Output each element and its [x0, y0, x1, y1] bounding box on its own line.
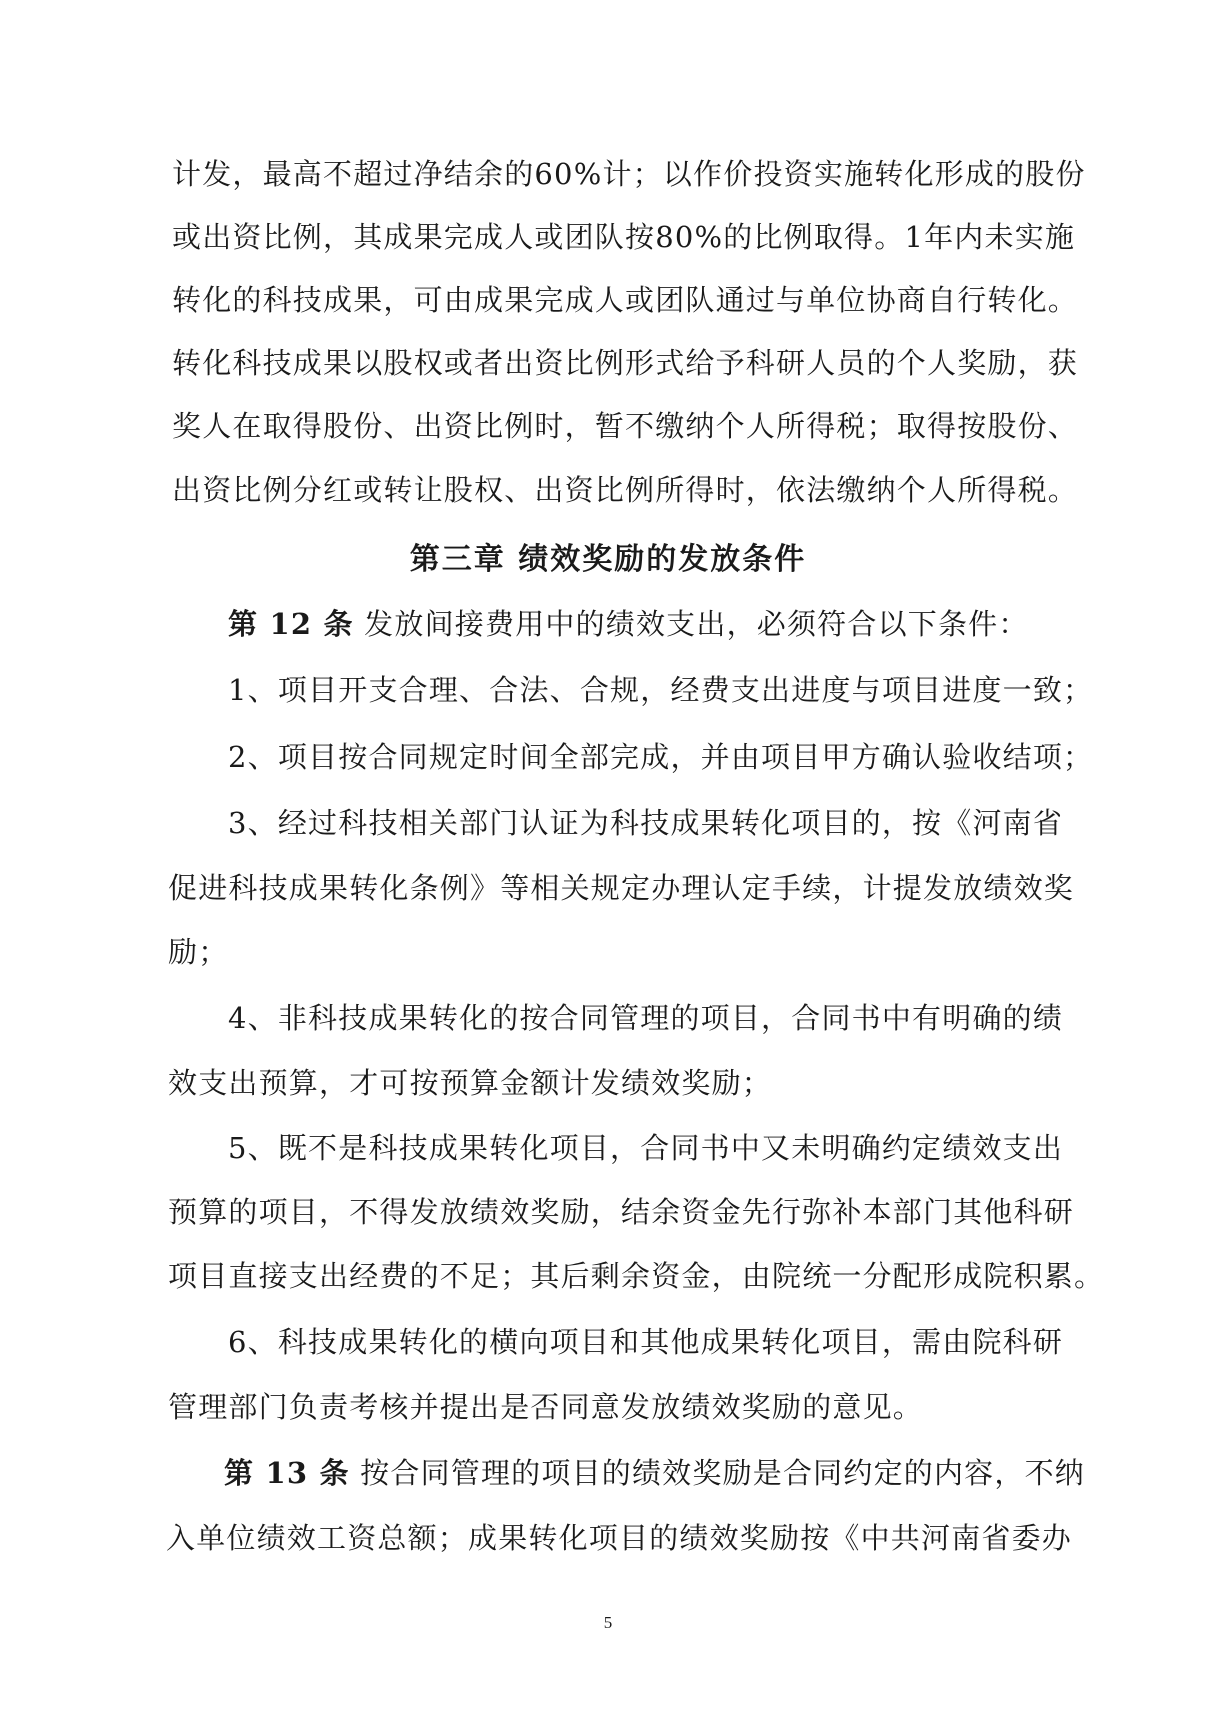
list-item: 6、科技成果转化的横向项目和其他成果转化项目，需由院科研 [228, 1325, 1064, 1359]
article-label: 第 13 条 [224, 1456, 350, 1490]
paragraph-line: 转化科技成果以股权或者出资比例形式给予科研人员的个人奖励，获 [172, 346, 1079, 380]
list-item: 1、项目开支合理、合法、合规，经费支出进度与项目进度一致； [228, 673, 1094, 707]
paragraph-line: 转化的科技成果，可由成果完成人或团队通过与单位协商自行转化。 [172, 283, 1079, 317]
paragraph-line: 奖人在取得股份、出资比例时，暂不缴纳个人所得税；取得按股份、 [172, 409, 1079, 443]
chapter-heading: 第三章 绩效奖励的发放条件 [409, 542, 807, 577]
list-item: 4、非科技成果转化的按合同管理的项目，合同书中有明确的绩 [228, 1001, 1064, 1035]
article-13 [224, 1453, 1085, 1493]
page-number: 5 [603, 1613, 613, 1632]
list-item: 5、既不是科技成果转化项目，合同书中又未明确约定绩效支出 [228, 1131, 1064, 1165]
list-item-continuation: 项目直接支出经费的不足；其后剩余资金，由院统一分配形成院积累。 [168, 1259, 1105, 1293]
paragraph-line: 或出资比例，其成果完成人或团队按80%的比例取得。1年内未实施 [172, 220, 1076, 254]
list-item-continuation: 预算的项目，不得发放绩效奖励，结余资金先行弥补本部门其他科研 [168, 1195, 1075, 1229]
paragraph-line: 计发，最高不超过净结余的60%计；以作价投资实施转化形成的股份 [172, 157, 1086, 191]
article-12 [228, 604, 1029, 644]
list-item-continuation: 励； [168, 935, 229, 969]
paragraph-line: 出资比例分红或转让股权、出资比例所得时，依法缴纳个人所得税。 [172, 473, 1079, 507]
list-item-continuation: 管理部门负责考核并提出是否同意发放绩效奖励的意见。 [168, 1390, 924, 1424]
article-label: 第 12 条 [228, 607, 354, 641]
article-text: 发放间接费用中的绩效支出，必须符合以下条件： [364, 607, 1029, 641]
list-item: 3、经过科技相关部门认证为科技成果转化项目的，按《河南省 [228, 806, 1064, 840]
list-item-continuation: 促进科技成果转化条例》等相关规定办理认定手续，计提发放绩效奖 [168, 871, 1075, 905]
list-item-continuation: 效支出预算，才可按预算金额计发绩效奖励； [168, 1066, 773, 1100]
article-text: 按合同管理的项目的绩效奖励是合同约定的内容，不纳 [360, 1456, 1085, 1490]
list-item: 2、项目按合同规定时间全部完成，并由项目甲方确认验收结项； [228, 740, 1094, 774]
paragraph-line: 入单位绩效工资总额；成果转化项目的绩效奖励按《中共河南省委办 [166, 1521, 1073, 1555]
